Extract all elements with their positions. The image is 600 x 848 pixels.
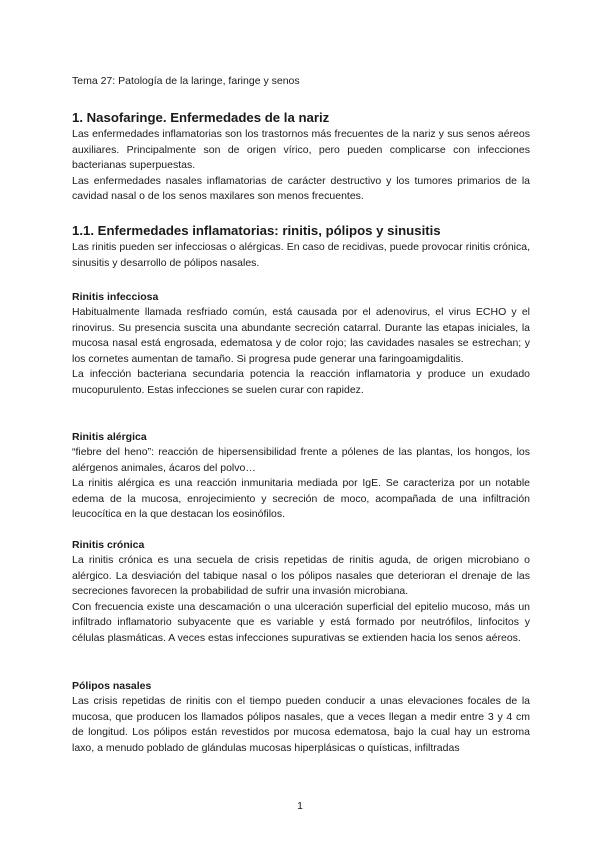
paragraph: Las rinitis pueden ser infecciosas o alérgicas. En caso de recidivas, puede provocar rinitis crónica, sinusitis y desarrollo de pólipos nasales.: [72, 241, 530, 269]
paragraph: Las enfermedades inflamatorias son los trastornos más frecuentes de la nariz y sus senos aéreos auxiliares. Principalmente son de origen vírico, pero pueden complicarse con infecciones bacterianas superpuestas.: [72, 128, 530, 171]
section-title: 1. Nasofaringe. Enfermedades de la nariz: [72, 110, 330, 125]
section-title: 1.1. Enfermedades inflamatorias: rinitis, pólipos y sinusitis: [72, 223, 441, 238]
subsection-rinitis-alergica: [72, 430, 530, 523]
paragraph: Habitualmente llamada resfriado común, está causada por el adenovirus, el virus ECHO y el rinovirus. Su presencia suscita una abundante secreción catarral. Durante las etapas iniciales, la mucosa nasal está engrosada, edematosa y de color rojo; las cavidades nasales se estrechan; y los cornetes aumentan de tamaño. Si progresa pude generar una faringoamigdalitis.: [72, 306, 530, 365]
subsection-polipos-nasales: [72, 679, 530, 756]
subsection-title: Rinitis alérgica: [72, 431, 147, 443]
paragraph: Las crisis repetidas de rinitis con el tiempo pueden conducir a unas elevaciones focales de la mucosa, que producen los llamados pólipos nasales, que a veces llegan a medir entre 3 y 4 cm de longitud. Los pólipos están revestidos por mucosa edematosa, bajo la cual hay un estroma laxo, a menudo poblado de glándulas mucosas hiperplásicas o quísticas, infiltradas: [72, 695, 530, 754]
subsection-title: Pólipos nasales: [72, 680, 152, 692]
subsection-title: Rinitis infecciosa: [72, 291, 159, 303]
paragraph: Con frecuencia existe una descamación o una ulceración superficial del epitelio mucoso, más un infiltrado inflamatorio subyacente que es variable y está formado por neutrófilos, linfocitos y células plasmáticas. A veces estas infecciones supurativas se extienden hacia los senos aéreos.: [72, 600, 530, 644]
paragraph: Las enfermedades nasales inflamatorias de carácter destructivo y los tumores primarios de la cavidad nasal o de los senos maxilares son menos frecuentes.: [72, 174, 530, 202]
section-nasofaringe: [72, 110, 530, 205]
subsection-rinitis-infecciosa: [72, 290, 530, 398]
document-header: Tema 27: Patología de la laringe, faringe y senos: [72, 75, 300, 87]
paragraph: La infección bacteriana secundaria potencia la reacción inflamatoria y produce un exudado mucopurulento. Estas infecciones se suelen curar con rapidez.: [72, 368, 530, 396]
paragraph: La rinitis alérgica es una reacción inmunitaria mediada por IgE. Se caracteriza por un notable edema de la mucosa, enrojecimiento y secreción de moco, acompañada de una infiltración leucocítica en la que destacan los eosinófilos.: [72, 477, 530, 520]
subsection-rinitis-cronica: [72, 538, 530, 646]
section-enfermedades-inflamatorias: [72, 223, 530, 271]
paragraph: La rinitis crónica es una secuela de crisis repetidas de rinitis aguda, de origen microbiano o alérgico. La desviación del tabique nasal o los pólipos nasales que deterioran el drenaje de las secreciones favorecen la probabilidad de sufrir una invasión microbiana.: [72, 554, 530, 597]
page-number: 1: [297, 800, 303, 812]
paragraph: “fiebre del heno”: reacción de hipersensibilidad frente a pólenes de las plantas, los hongos, los alérgenos animales, ácaros del polvo…: [72, 446, 530, 474]
subsection-title: Rinitis crónica: [72, 539, 145, 551]
